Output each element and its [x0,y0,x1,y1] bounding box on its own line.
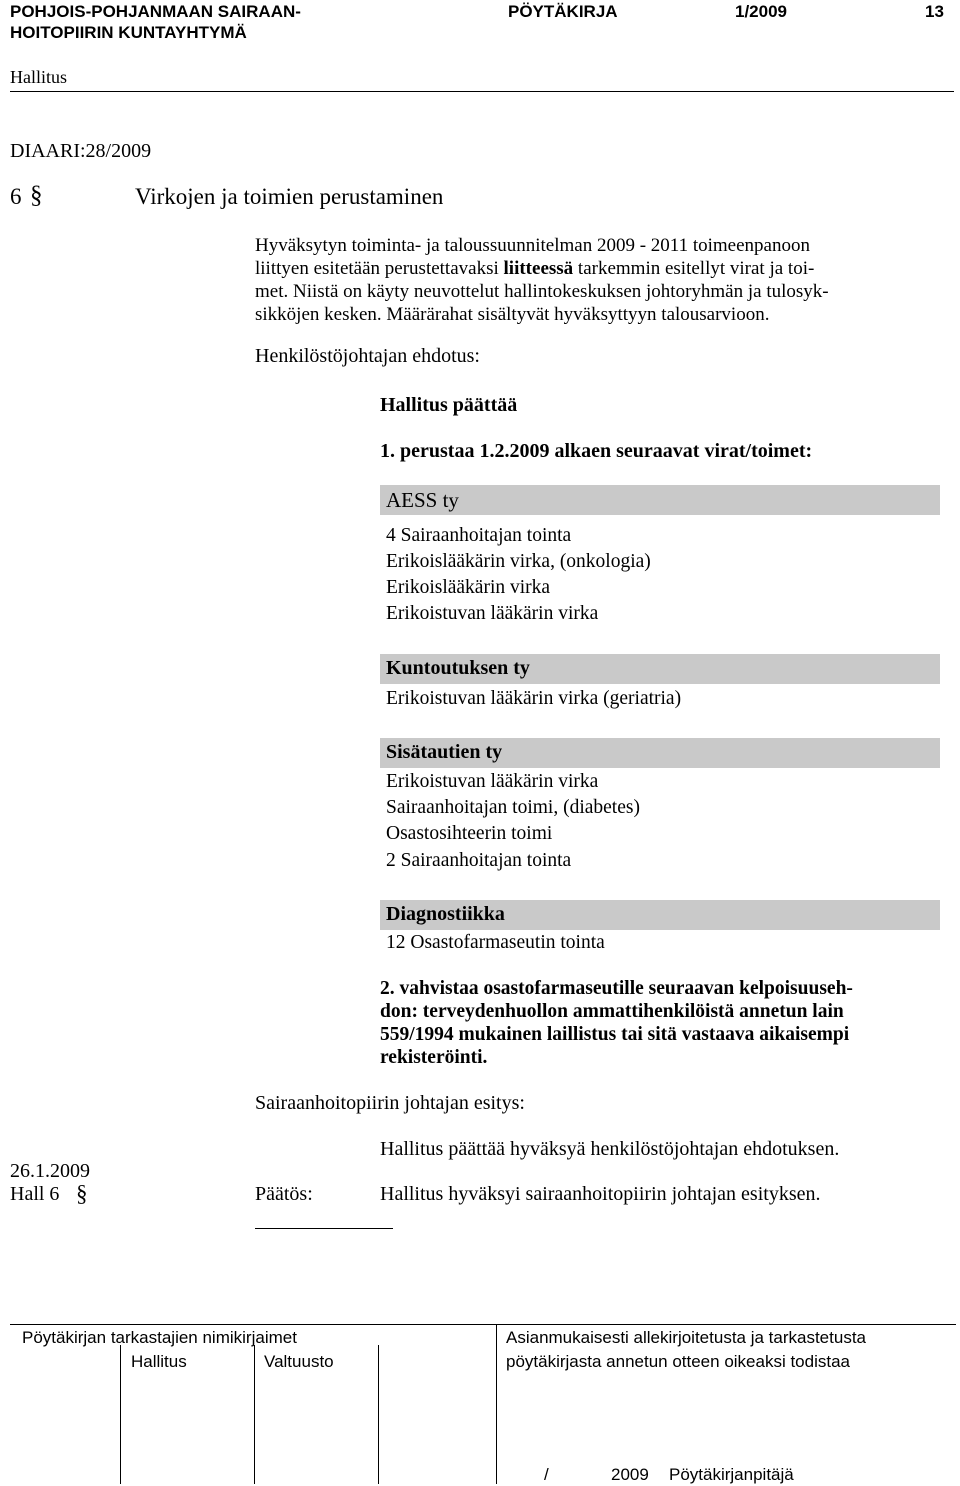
position-item: Erikoislääkärin virka [386,577,551,598]
decision-end-rule [255,1228,393,1229]
footer-col-valtuusto: Valtuusto [264,1352,334,1371]
unit-header-kuntoutus [380,654,940,684]
intro-appendix-term: liitteessä [503,258,574,279]
diaari-number: DIAARI:28/2009 [10,140,152,162]
footer-keeper-label: Pöytäkirjanpitäjä [669,1465,794,1484]
section-sign: § [30,182,43,209]
proposal-label: Henkilöstöjohtajan ehdotus: [255,345,480,367]
intro-line-3: met. Niistä on käyty neuvottelut hallintokeskuksen johtoryhmän ja tulosyk- [255,281,829,302]
document-type: PÖYTÄKIRJA [508,2,618,21]
footer-top-border [10,1324,956,1325]
proposal-item-2-line-1: 2. vahvistaa osastofarmaseutille seuraavan kelpoisuuseh- [380,978,853,999]
unit-name: Sisätautien ty [386,741,503,763]
position-item: Erikoislääkärin virka, (onkologia) [386,551,651,572]
proposal-item-1: 1. perustaa 1.2.2009 alkaen seuraavat virat/toimet: [380,440,813,462]
position-item: Erikoistuvan lääkärin virka [386,771,599,792]
document-number: 1/2009 [735,2,787,21]
director-proposal: Hallitus päättää hyväksyä henkilöstöjohtajan ehdotuksen. [380,1138,840,1160]
proposal-decides: Hallitus päättää [380,394,518,416]
footer-col-hallitus: Hallitus [131,1352,187,1371]
footer-initials-divider-3 [378,1345,379,1484]
section-title: Virkojen ja toimien perustaminen [135,184,444,209]
unit-name: Kuntoutuksen ty [386,657,530,679]
decision-date: 26.1.2009 [10,1160,90,1182]
position-item: Erikoistuvan lääkärin virka (geriatria) [386,688,682,709]
unit-name: AESS ty [386,488,459,512]
position-item: 12 Osastofarmaseutin tointa [386,932,605,953]
footer-initials-divider-1 [120,1345,121,1484]
intro-line-2-b: tarkemmin esitellyt virat ja toi- [573,258,815,279]
footer-initials-title: Pöytäkirjan tarkastajien nimikirjaimet [22,1328,297,1347]
position-item: Sairaanhoitajan toimi, (diabetes) [386,797,640,818]
unit-name: Diagnostiikka [386,903,505,925]
footer-signature-table [10,1324,956,1484]
footer-year: 2009 [611,1465,649,1484]
unit-header-aess [380,485,940,515]
intro-line-2 [255,257,814,281]
header-rule [10,91,954,92]
decision-text: Hallitus hyväksyi sairaanhoitopiirin johtajan esityksen. [380,1183,821,1205]
intro-line-1: Hyväksytyn toiminta- ja taloussuunnitelman 2009 - 2011 toimeenpanoon [255,235,810,256]
decision-section-sign: § [76,1181,88,1206]
footer-initials-divider-2 [254,1345,255,1484]
footer-certified-line-1: Asianmukaisesti allekirjoitetusta ja tarkastetusta [506,1328,866,1347]
intro-line-4: sikköjen kesken. Määrärahat sisältyvät hyväksyttyyn talousarvioon. [255,304,770,325]
footer-date-slash: / [544,1465,549,1484]
position-item: 2 Sairaanhoitajan tointa [386,850,572,871]
proposal-item-2-line-2: don: terveydenhuollon ammattihenkilöistä annetun lain [380,1001,844,1022]
body-name: Hallitus [10,67,67,87]
footer-certified-line-2: pöytäkirjasta annetun otteen oikeaksi todistaa [506,1352,851,1371]
decision-reference: Hall 6 [10,1183,60,1205]
page-number: 13 [925,2,944,21]
decision-label: Päätös: [255,1183,313,1205]
proposal-item-2-line-3: 559/1994 mukainen laillistus tai sitä vastaava aikaisempi [380,1024,850,1045]
unit-header-sisatautien [380,738,940,768]
director-label: Sairaanhoitopiirin johtajan esitys: [255,1092,525,1114]
org-name-line2: HOITOPIIRIN KUNTAYHTYMÄ [10,23,247,42]
position-item: 4 Sairaanhoitajan tointa [386,525,572,546]
unit-header-diagnostiikka [380,900,940,930]
intro-line-2-a: liittyen esitetään perustettavaksi [255,258,504,279]
org-name-line1: POHJOIS-POHJANMAAN SAIRAAN- [10,2,301,21]
position-item: Osastosihteerin toimi [386,823,553,844]
section-number: 6 [10,184,22,209]
footer-column-divider [496,1324,497,1484]
proposal-item-2-line-4: rekisteröinti. [380,1047,488,1068]
position-item: Erikoistuvan lääkärin virka [386,603,599,624]
